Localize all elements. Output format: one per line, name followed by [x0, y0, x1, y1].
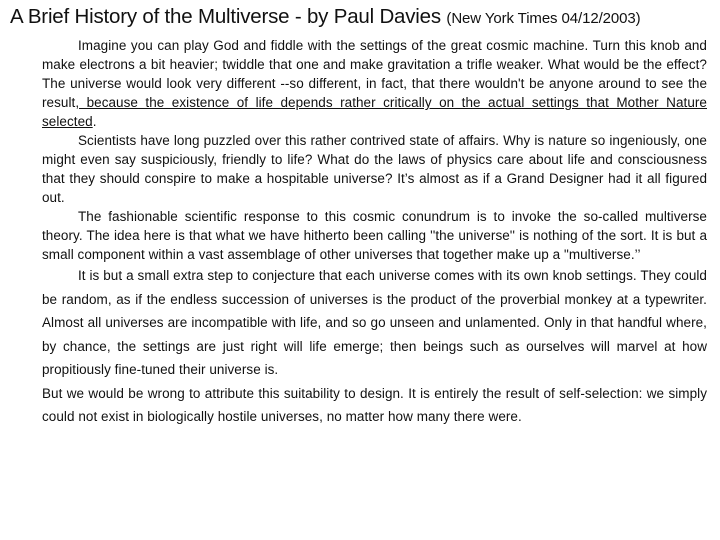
- underlined-phrase: , because the existence of life depends rather critically on the actual settings that Mother Nature selected: [42, 95, 707, 129]
- paragraph-4: It is but a small extra step to conjecture that each universe comes with its own knob settings. They could be random, as if the endless succession of universes is the product of the proverbial monkey at a typewriter. Almost all universes are incompatible with life, and so go unseen and unlamented. Only in that handful where, by chance, the settings are just right will life emerge; then beings such as ourselves will marvel at how propitiously fine-tuned their universe is.: [42, 268, 707, 377]
- paragraph-1-end: .: [92, 114, 97, 129]
- paragraph-2: Scientists have long puzzled over this rather contrived state of affairs. Why is nature so ingeniously, one might even say suspiciously, friendly to life? What do the laws of physics care about life and consciousness that they should conspire to make a hospitable universe? It’s almost as if a Grand Designer had it all figured out.: [42, 133, 707, 205]
- paragraph-1: [42, 36, 707, 131]
- paragraph-5: But we would be wrong to attribute this suitability to design. It is entirely the result of self-selection: we simply could not exist in biologically hostile universes, no matter how many there were.: [42, 385, 707, 424]
- paragraph-1-text: Imagine you can play God and fiddle with the settings of the great cosmic machine. Turn this knob and make electrons a bit heavier; twiddle that one and make gravitation a trifle weaker. What would be the effect? The universe would look very different --so different, in fact, that there wouldn't be anyone around to see the result: [42, 38, 707, 110]
- title-source: (New York Times 04/12/2003): [446, 10, 641, 27]
- paragraph-3: The fashionable scientific response to this cosmic conundrum is to invoke the so-called multiverse theory. The idea here is that what we have hitherto been calling ''the universe'' is nothing of the sort. It is but a small component within a vast assemblage of other universes that together make up a "multiverse.’’: [42, 209, 707, 262]
- article-body: [42, 36, 707, 429]
- title-main: A Brief History of the Multiverse - by Paul Davies: [10, 5, 441, 28]
- page-title: [10, 4, 715, 32]
